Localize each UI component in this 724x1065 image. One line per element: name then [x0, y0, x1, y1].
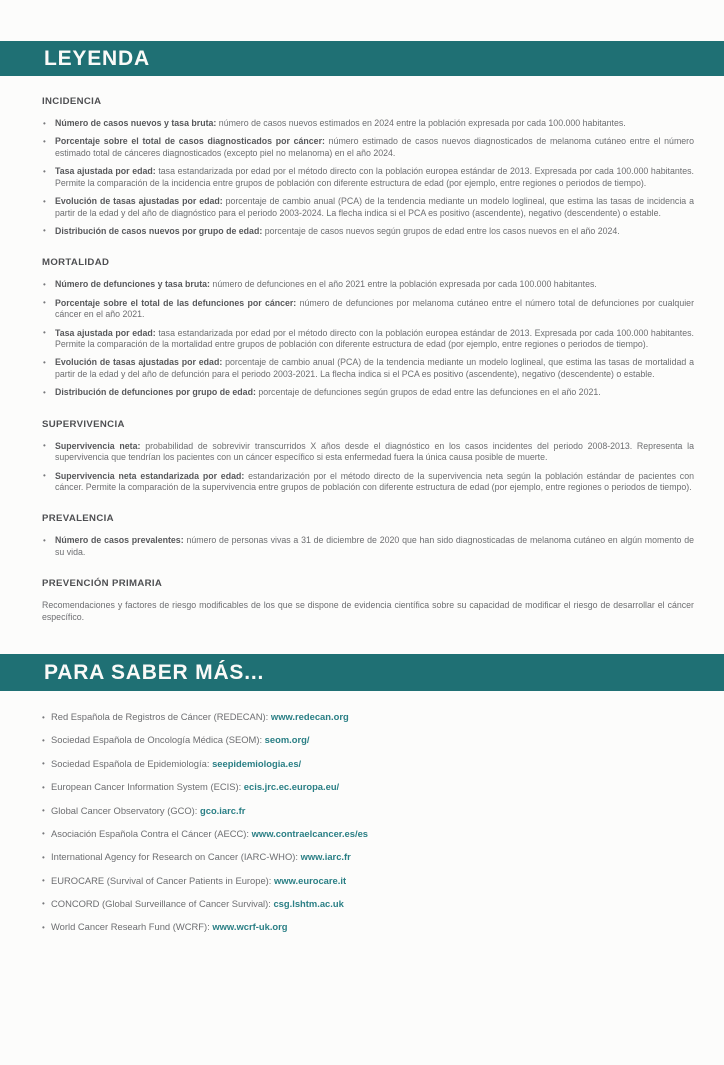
resource-url-link[interactable]: gco.iarc.fr	[200, 804, 246, 816]
resource-link-item	[42, 922, 694, 932]
bullet-icon: •	[42, 922, 45, 932]
definition-item	[42, 166, 694, 189]
bullet-icon: •	[43, 535, 46, 545]
term-label: Número de casos prevalentes:	[55, 535, 184, 546]
resource-links-list	[0, 691, 724, 932]
bullet-icon: •	[42, 899, 45, 909]
bullet-icon: •	[42, 712, 45, 722]
term-definition: tasa estandarizada por edad por el método directo con la población europea estándar de 2013. Expresada por cada 100.000 habitantes. Permite la comparación de la mortalidad entre grupos de población con diferente estructura de edad (por ejemplo, entre regiones o periodos de tiempo).	[55, 327, 694, 350]
resource-link-item	[42, 782, 694, 792]
definition-item	[42, 298, 694, 321]
definition-item	[42, 328, 694, 351]
definition-list	[42, 279, 694, 398]
term-label: Tasa ajustada por edad:	[55, 327, 156, 338]
resource-link-item	[42, 759, 694, 769]
definition-item	[42, 387, 694, 398]
definition-list	[42, 118, 694, 237]
resource-name: International Agency for Research on Cancer (IARC-WHO):	[51, 851, 298, 863]
term-definition: número de defunciones por melanoma cutáneo entre el número total de defunciones por cualquier cáncer en el año 2021.	[55, 297, 694, 320]
section-heading-incidencia: INCIDENCIA	[42, 96, 102, 107]
bullet-icon: •	[42, 782, 45, 792]
term-label: Porcentaje sobre el total de las defunciones por cáncer:	[55, 297, 297, 308]
definition-item	[42, 535, 694, 558]
term-definition: número de casos nuevos estimados en 2024 entre la población expresada por cada 100.000 habitantes.	[218, 118, 626, 128]
resource-url-link[interactable]: csg.lshtm.ac.uk	[273, 897, 344, 909]
bullet-icon: •	[42, 876, 45, 886]
resource-name: Asociación Española Contra el Cáncer (AECC):	[51, 827, 250, 839]
definition-item	[42, 136, 694, 159]
bullet-icon: •	[43, 136, 46, 146]
section-heading-supervivencia: SUPERVIVENCIA	[42, 418, 125, 430]
leyenda-header-band	[0, 41, 724, 76]
resource-url-link[interactable]: www.wcrf-uk.org	[212, 921, 288, 933]
term-label: Distribución de casos nuevos por grupo de edad:	[55, 225, 263, 236]
para-saber-mas-title: PARA SABER MÁS...	[44, 660, 265, 684]
bullet-icon: •	[42, 829, 45, 839]
term-definition: estandarización por el método directo de la supervivencia neta según la población estándar de pacientes con cáncer. Permite la comparación de la supervivencia entre grupos de población con diferente estructura de edad (por ejemplo, entre regiones o periodos de tiempo).	[55, 470, 694, 493]
bullet-icon: •	[42, 852, 45, 862]
resource-link-item	[42, 712, 694, 722]
bullet-icon: •	[43, 328, 46, 338]
prevencion-text: Recomendaciones y factores de riesgo modificables de los que se dispone de evidencia científica sobre su capacidad de modificar el riesgo de desarrollar el cáncer específico.	[42, 600, 694, 622]
resource-name: Sociedad Española de Oncología Médica (SEOM):	[51, 734, 263, 746]
page	[0, 41, 724, 933]
definition-item	[42, 441, 694, 464]
term-label: Evolución de tasas ajustadas por edad:	[55, 196, 223, 207]
resource-name: CONCORD (Global Surveillance of Cancer Survival):	[51, 897, 271, 909]
term-definition: probabilidad de sobrevivir transcurridos X años desde el diagnóstico en los casos incidentes del periodo 2008-2013. Representa la supervivencia que tendrían los pacientes con un cáncer específico si esta enfermedad fuera la única causa posible de muerte.	[55, 440, 695, 463]
term-definition: número de personas vivas a 31 de diciembre de 2020 que han sido diagnosticadas de melanoma cutáneo en algún momento de su vida.	[55, 535, 695, 557]
resource-link-item	[42, 899, 694, 909]
para-saber-mas-header-band	[0, 654, 724, 691]
definition-item	[42, 196, 694, 219]
term-label: Distribución de defunciones por grupo de edad:	[55, 387, 256, 398]
resource-url-link[interactable]: seepidemiologia.es/	[212, 757, 302, 769]
definition-list	[42, 441, 694, 494]
bullet-icon: •	[43, 279, 46, 289]
term-definition: tasa estandarizada por edad por el método directo con la población europea estándar de 2013. Expresada por cada 100.000 habitantes. Permite la comparación de la incidencia entre grupos de población con diferente estructura de edad (por ejemplo, entre regiones o periodos de tiempo).	[55, 166, 694, 188]
term-definition: número estimado de casos nuevos diagnosticados de melanoma cutáneo entre el número estimado total de cánceres diagnosticados (excepto piel no melanoma) en el año 2024.	[55, 136, 694, 158]
bullet-icon: •	[43, 471, 46, 481]
legend-sections	[42, 96, 694, 558]
term-definition: porcentaje de defunciones según grupos de edad entre las defunciones en el año 2021.	[258, 387, 601, 398]
bullet-icon: •	[42, 806, 45, 815]
resource-link-item	[42, 852, 694, 862]
definition-item	[42, 357, 694, 380]
bullet-icon: •	[43, 166, 46, 176]
section-prevencion-primaria	[42, 578, 694, 623]
resource-name: Global Cancer Observatory (GCO):	[51, 804, 198, 816]
bullet-icon: •	[42, 735, 45, 745]
resource-name: European Cancer Information System (ECIS):	[51, 781, 242, 793]
bullet-icon: •	[43, 226, 46, 236]
resource-link-item	[42, 735, 694, 745]
bullet-icon: •	[43, 357, 46, 367]
resource-link-item	[42, 876, 694, 886]
term-definition: porcentaje de cambio anual (PCA) de la tendencia mediante un modelo loglineal, que estima las tasas de incidencia a partir de la edad y del año de diagnóstico para el periodo 2003-2024. La flecha indica si el PCA es positivo (ascendente), negativo (descendente) o estable.	[55, 196, 694, 218]
resource-name: Sociedad Española de Epidemiología:	[51, 757, 210, 769]
resource-name: Red Española de Registros de Cáncer (REDECAN):	[51, 711, 269, 723]
leyenda-title: LEYENDA	[44, 46, 150, 70]
section-heading-mortalidad: MORTALIDAD	[42, 257, 110, 269]
resource-link-item	[42, 829, 694, 839]
section-heading-prevencion: PREVENCIÓN PRIMARIA	[42, 578, 163, 590]
resource-url-link[interactable]: www.redecan.org	[270, 711, 349, 723]
bullet-icon: •	[43, 441, 46, 451]
section-heading-prevalencia: PREVALENCIA	[42, 513, 114, 525]
bullet-icon: •	[42, 759, 45, 769]
resource-url-link[interactable]: www.iarc.fr	[300, 851, 351, 863]
term-label: Número de casos nuevos y tasa bruta:	[55, 118, 217, 128]
term-label: Número de defunciones y tasa bruta:	[55, 279, 210, 290]
resource-url-link[interactable]: www.eurocare.it	[274, 874, 347, 886]
resource-url-link[interactable]: seom.org/	[264, 734, 310, 746]
definition-item	[42, 118, 694, 129]
leyenda-content	[0, 96, 724, 623]
term-label: Tasa ajustada por edad:	[55, 166, 156, 177]
term-definition: porcentaje de cambio anual (PCA) de la tendencia mediante un modelo loglineal, que estima las tasas de mortalidad a partir de la edad y del año de defunción para el periodo 2003-2021. La flecha indica si el PCA es positivo (ascendente), negativo (descendente) o estable.	[55, 357, 694, 379]
resource-name: EUROCARE (Survival of Cancer Patients in Europe):	[51, 874, 272, 886]
term-label: Evolución de tasas ajustadas por edad:	[55, 357, 223, 368]
definition-item	[42, 471, 694, 494]
term-definition: porcentaje de casos nuevos según grupos de edad entre los casos nuevos en el año 2024.	[264, 225, 620, 236]
bullet-icon: •	[43, 387, 46, 397]
definition-item	[42, 279, 694, 290]
resource-url-link[interactable]: www.contraelcancer.es/es	[251, 827, 369, 839]
bullet-icon: •	[43, 118, 46, 128]
term-label: Porcentaje sobre el total de casos diagnosticados por cáncer:	[55, 136, 325, 147]
bullet-icon: •	[43, 196, 46, 206]
definition-list	[42, 535, 694, 558]
resource-url-link[interactable]: ecis.jrc.ec.europa.eu/	[243, 781, 340, 793]
term-definition: número de defunciones en el año 2021 entre la población expresada por cada 100.000 habitantes.	[212, 279, 597, 290]
definition-item	[42, 226, 694, 237]
term-label: Supervivencia neta estandarizada por edad:	[55, 470, 245, 481]
term-label: Supervivencia neta:	[55, 440, 141, 451]
bullet-icon: •	[43, 298, 46, 308]
resource-link-item	[42, 806, 694, 816]
resource-name: World Cancer Researh Fund (WCRF):	[51, 921, 210, 933]
